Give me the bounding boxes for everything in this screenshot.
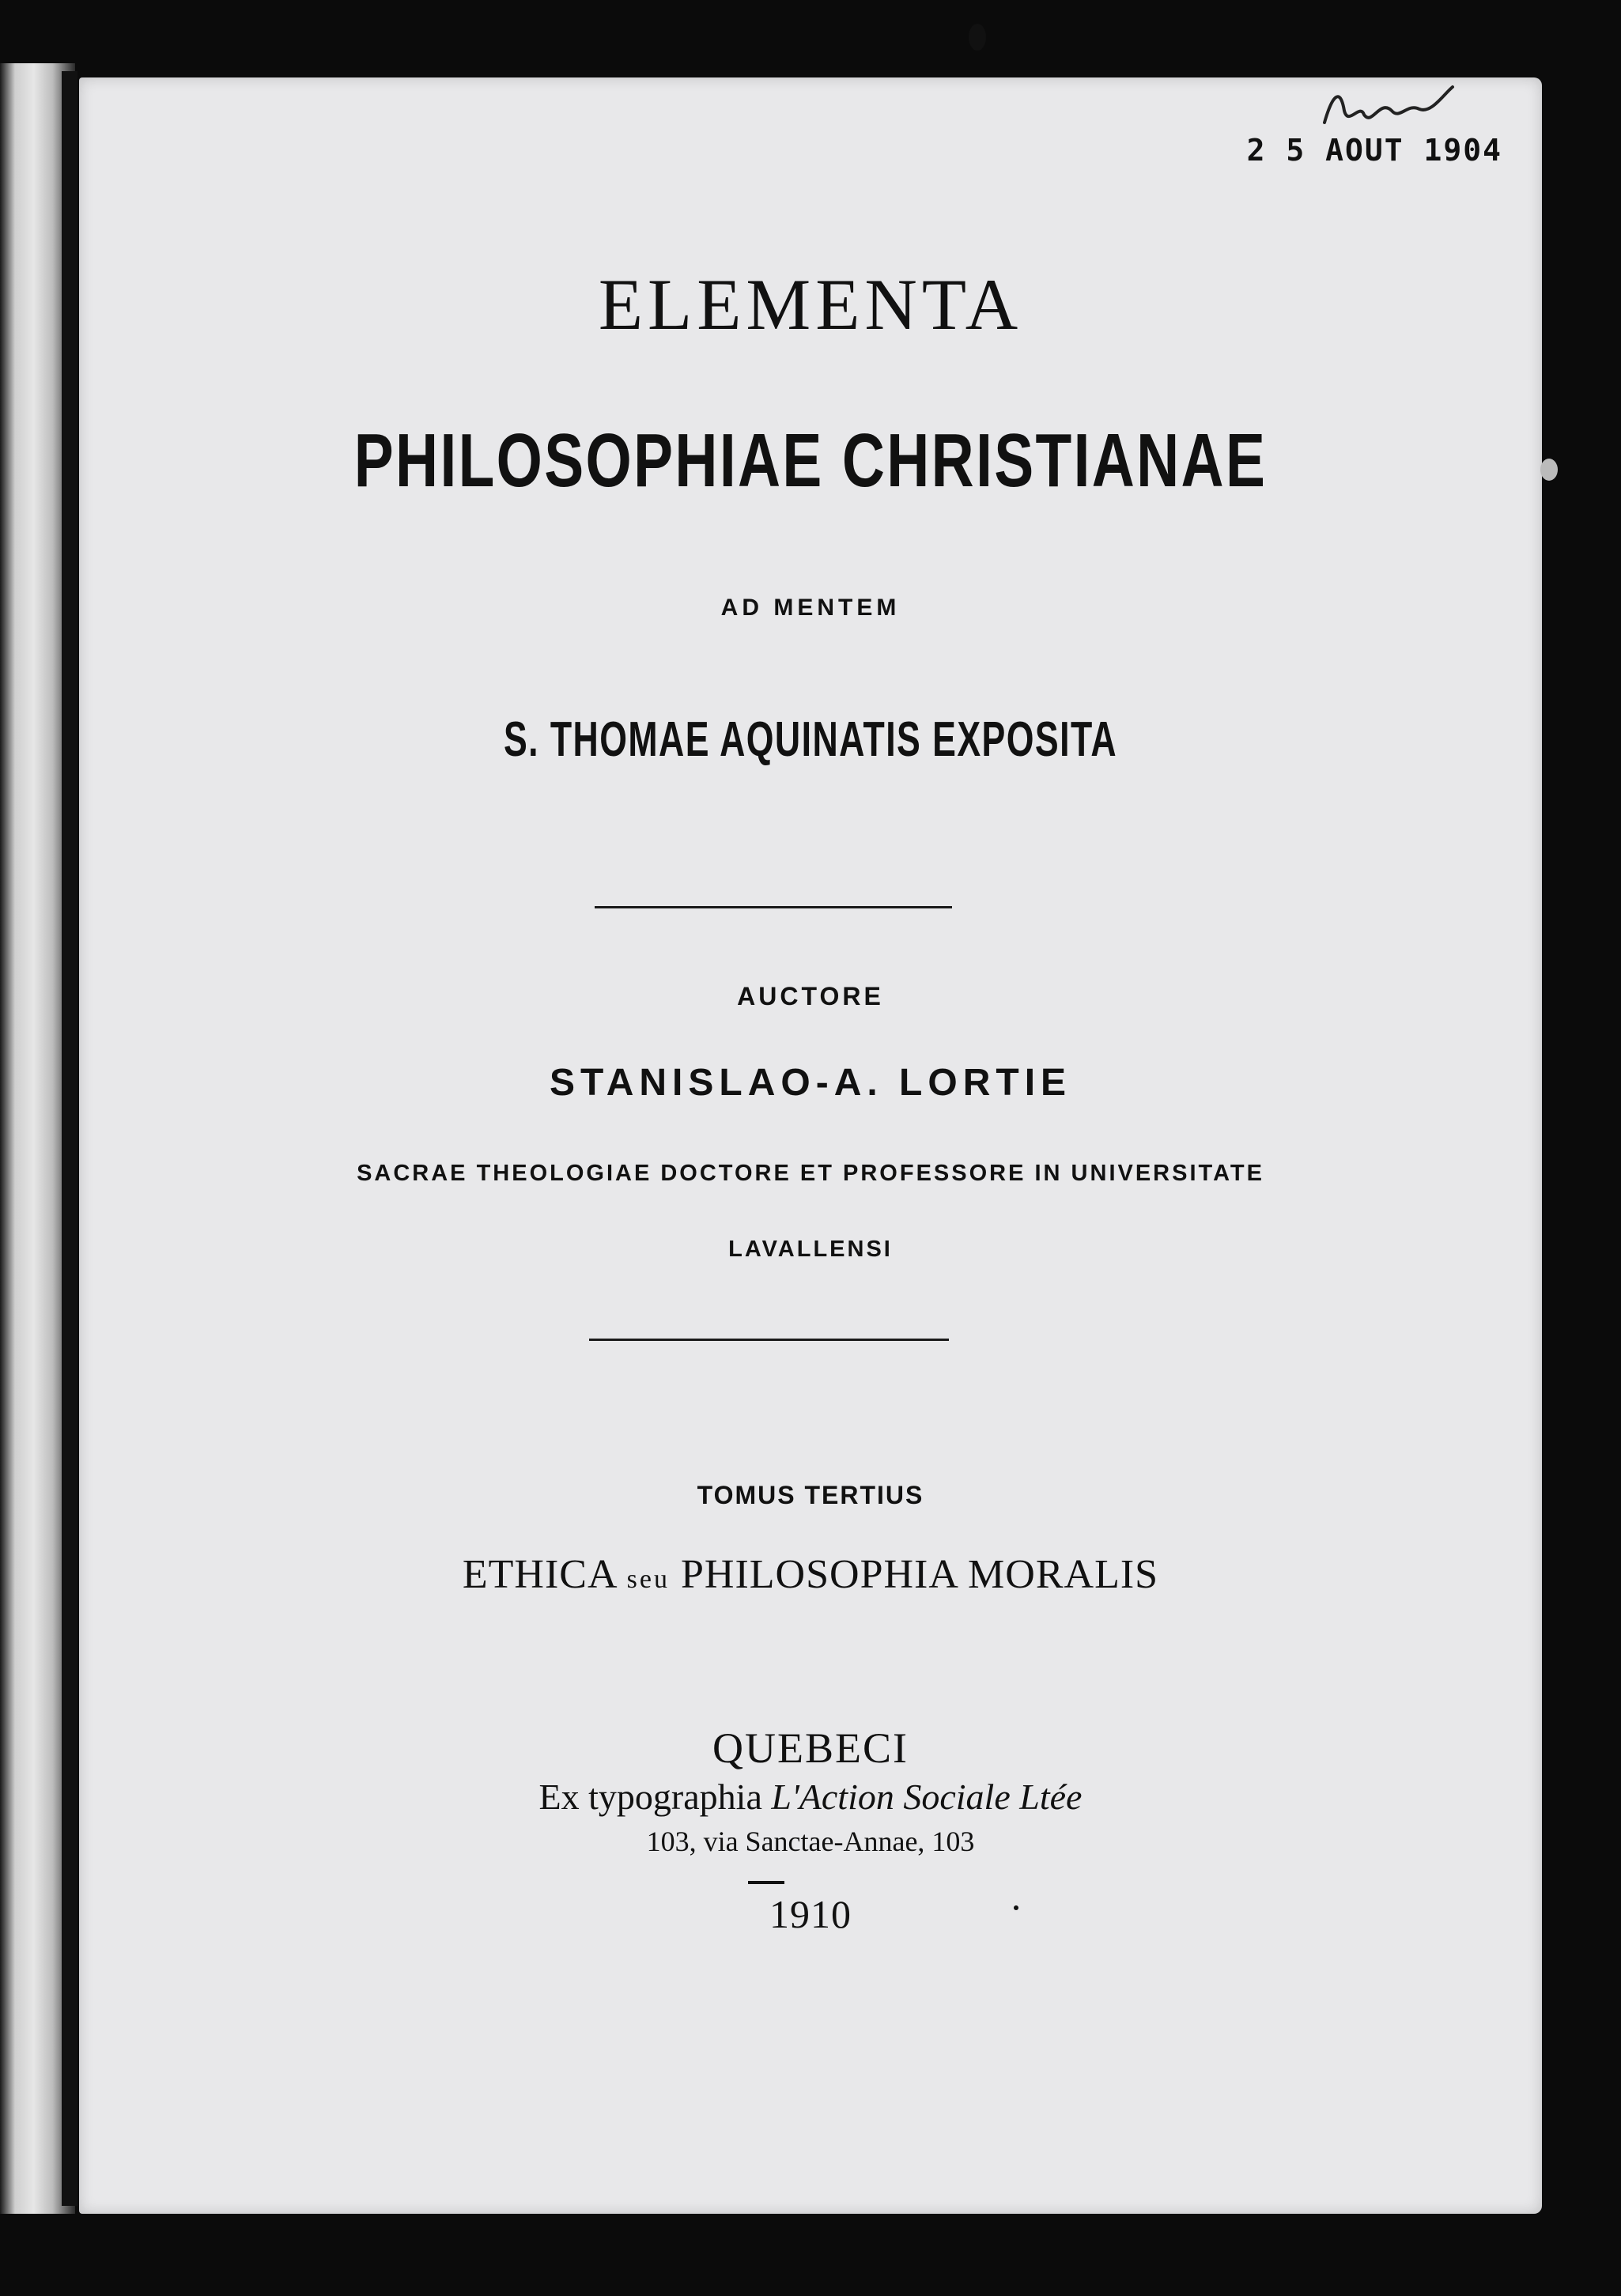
volume-subject-part1: ETHICA — [462, 1552, 627, 1597]
author-affiliation-university: LAVALLENSI — [728, 1237, 893, 1262]
title-line-elementa: ELEMENTA — [598, 264, 1023, 345]
divider-rule — [589, 1339, 949, 1341]
title-line-ad-mentem: AD MENTEM — [720, 595, 901, 621]
imprint-printer-prefix: Ex typographia — [538, 1777, 772, 1817]
volume-subject-conjunction: seu — [626, 1565, 670, 1594]
scan-speck — [1014, 1905, 1018, 1910]
binding-gutter — [62, 71, 77, 2206]
imprint-city: QUEBECI — [712, 1724, 909, 1772]
handwritten-initials — [1317, 79, 1459, 134]
volume-label: TOMUS TERTIUS — [697, 1481, 924, 1509]
volume-subject-part2: PHILOSOPHIA MORALIS — [670, 1552, 1159, 1597]
author-name: STANISLAO-A. LORTIE — [549, 1062, 1072, 1104]
scan-speck — [969, 24, 986, 51]
imprint-printer — [79, 1776, 1542, 1818]
date-stamp: 2 5 AOUT 1904 — [1246, 133, 1502, 168]
title-line-philosophiae: PHILOSOPHIAE CHRISTIANAE — [353, 418, 1268, 503]
imprint-year: 1910 — [769, 1892, 852, 1936]
imprint-printer-name: L'Action Sociale Ltée — [771, 1777, 1083, 1817]
author-label: AUCTORE — [737, 982, 884, 1010]
year-dash — [748, 1881, 784, 1884]
imprint-address: 103, via Sanctae-Annae, 103 — [646, 1826, 975, 1857]
title-line-thomae: S. THOMAE AQUINATIS EXPOSITA — [503, 712, 1118, 767]
author-affiliation: SACRAE THEOLOGIAE DOCTORE ET PROFESSORE IN UNIVERSITATE — [357, 1161, 1264, 1186]
divider-rule — [595, 906, 952, 908]
scan-speck — [1540, 459, 1558, 481]
volume-subject — [79, 1551, 1542, 1598]
